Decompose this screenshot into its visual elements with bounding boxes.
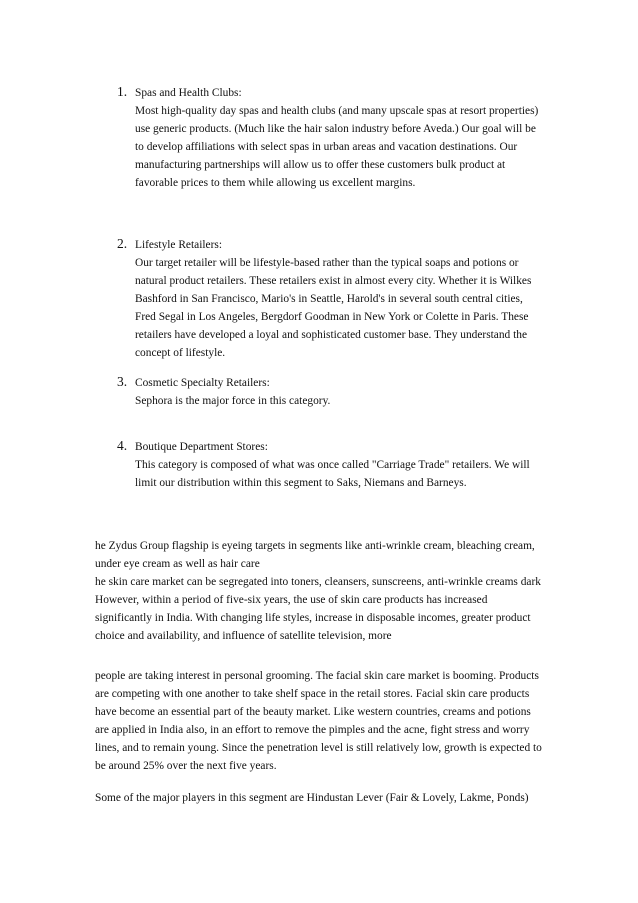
- text-line: he Zydus Group flagship is eyeing targets in segments like anti-wrinkle cream, bleaching cream,: [95, 540, 535, 552]
- text-line: manufacturing partnerships will allow us to offer these customers bulk product at: [135, 159, 506, 171]
- paragraph-major-players: [95, 789, 545, 807]
- text-line: use generic products. (Much like the hair salon industry before Aveda.) Our goal will be: [135, 123, 536, 135]
- list-heading: Cosmetic Specialty Retailers:: [135, 377, 270, 389]
- text-line: are applied in India also, in an effort to remove the pimples and the acne, fight stress and worry: [95, 724, 530, 736]
- list-heading: Lifestyle Retailers:: [135, 239, 222, 251]
- text-line: retailers have developed a loyal and sophisticated customer base. They understand the: [135, 329, 527, 341]
- text-line: significantly in India. With changing life styles, increase in disposable incomes, greater product: [95, 612, 531, 624]
- list-number: 4.: [117, 438, 128, 453]
- paragraph-grooming: [95, 667, 545, 775]
- text-line: have become an essential part of the beauty market. Like western countries, creams and potions: [95, 706, 531, 718]
- list-number: 1.: [117, 84, 128, 99]
- text-line: Sephora is the major force in this category.: [135, 395, 331, 407]
- list-number: 3.: [117, 374, 128, 389]
- text-line: Most high-quality day spas and health clubs (and many upscale spas at resort properties): [135, 105, 539, 117]
- text-line: be around 25% over the next five years.: [95, 760, 277, 772]
- text-line: lines, and to remain young. Since the penetration level is still relatively low, growth is expected to: [95, 742, 542, 754]
- text-line: choice and availability, and influence of satellite television, more: [95, 630, 392, 642]
- list-item-body: [135, 236, 555, 362]
- list-item-body: [135, 84, 555, 192]
- text-line: Bashford in San Francisco, Mario's in Seattle, Harold's in several south central cities,: [135, 293, 523, 305]
- paragraph-zydus: [95, 537, 545, 645]
- text-line: This category is composed of what was once called "Carriage Trade" retailers. We will: [135, 459, 530, 471]
- text-line: under eye cream as well as hair care: [95, 558, 260, 570]
- text-line: However, within a period of five-six years, the use of skin care products has increased: [95, 594, 488, 606]
- text-line: to develop affiliations with select spas in urban areas and vacation destinations. Our: [135, 141, 518, 153]
- text-line: Our target retailer will be lifestyle-based rather than the typical soaps and potions or: [135, 257, 519, 269]
- text-line: favorable prices to them while allowing us excellent margins.: [135, 177, 416, 189]
- list-heading: Spas and Health Clubs:: [135, 87, 242, 99]
- list-item-body: [135, 374, 555, 410]
- text-line: concept of lifestyle.: [135, 347, 226, 359]
- text-line: Fred Segal in Los Angeles, Bergdorf Goodman in New York or Colette in Paris. These: [135, 311, 529, 323]
- list-heading: Boutique Department Stores:: [135, 441, 268, 453]
- list-item-body: [135, 438, 555, 492]
- list-number: 2.: [117, 236, 128, 251]
- text-line: he skin care market can be segregated into toners, cleansers, sunscreens, anti-wrinkle creams dark: [95, 576, 541, 588]
- text-line: Some of the major players in this segment are Hindustan Lever (Fair & Lovely, Lakme, Ponds): [95, 792, 529, 804]
- text-line: limit our distribution within this segment to Saks, Niemans and Barneys.: [135, 477, 467, 489]
- text-line: are competing with one another to take shelf space in the retail stores. Facial skin care products: [95, 688, 530, 700]
- text-line: natural product retailers. These retailers exist in almost every city. Whether it is Wilkes: [135, 275, 532, 287]
- text-line: people are taking interest in personal grooming. The facial skin care market is booming. Products: [95, 670, 539, 682]
